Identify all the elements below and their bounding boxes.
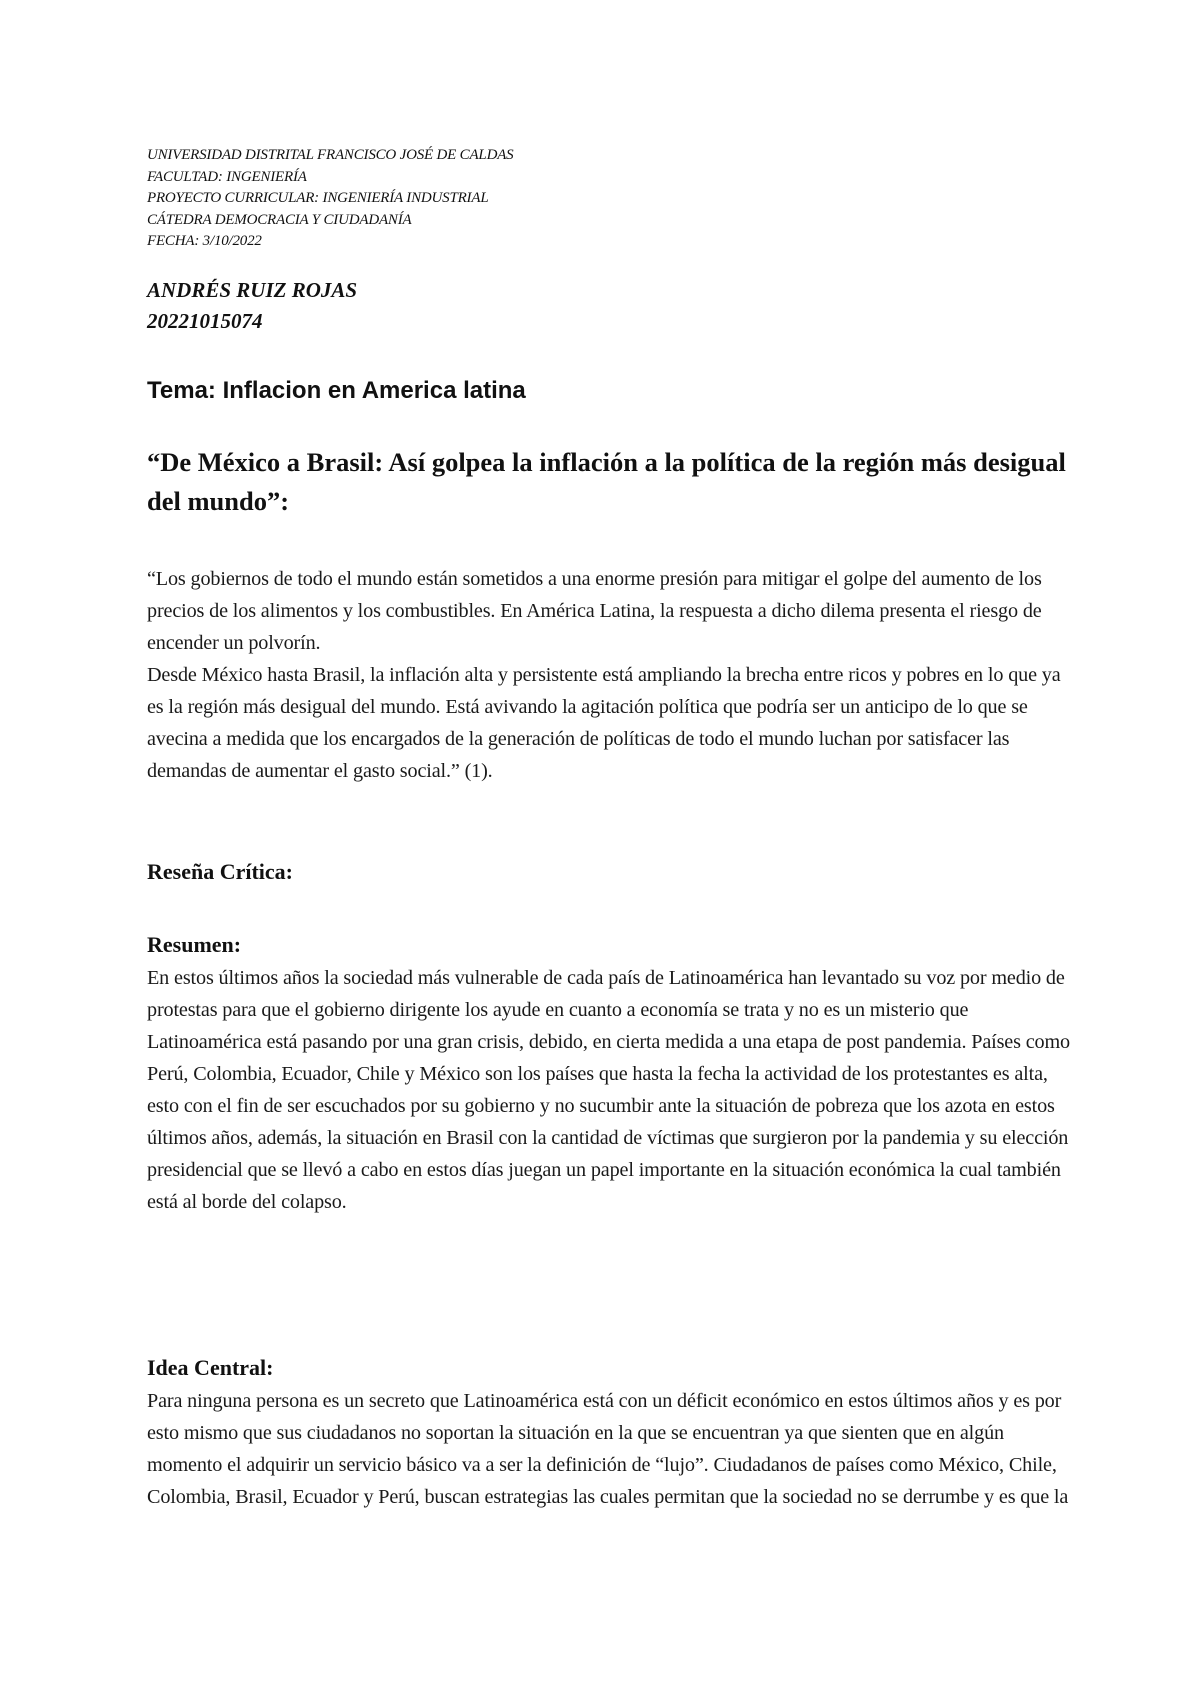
institution-header: [147, 145, 513, 253]
course-line: CÁTEDRA DEMOCRACIA Y CIUDADANÍA: [147, 211, 412, 228]
review-heading: Reseña Crítica:: [147, 859, 294, 884]
author-block: [147, 275, 357, 337]
summary-paragraph: En estos últimos años la sociedad más vulnerable de cada país de Latinoamérica han levantado su voz por medio de protestas para que el gobierno dirigente los ayude en cuanto a economía se trata y no es un misterio que Latinoamérica está pasando por una gran crisis, debido, en cierta medida a una etapa de post pandemia. Países como Perú, Colombia, Ecuador, Chile y México son los países que hasta la fecha la actividad de los protestantes es alta, esto con el fin de ser escuchados por su gobierno y no sucumbir ante la situación de pobreza que los azota en estos últimos años, además, la situación en Brasil con la cantidad de víctimas que surgieron por la pandemia y su elección presidencial que se llevó a cabo en estos días juegan un papel importante en la situación económica la cual también está al borde del colapso.: [147, 967, 1070, 1213]
article-headline: “De México a Brasil: Así golpea la inflación a la política de la región más desigual del mundo”:: [147, 447, 1066, 516]
topic-title: Tema: Inflacion en America latina: [147, 377, 526, 404]
author-name: ANDRÉS RUIZ ROJAS: [147, 278, 358, 302]
student-code: 20221015074: [147, 309, 263, 333]
quote-paragraph-1: “Los gobiernos de todo el mundo están sometidos a una enorme presión para mitigar el golpe del aumento de los precios de los alimentos y los combustibles. En América Latina, la respuesta a dicho dilema presenta el riesgo de encender un polvorín.: [147, 568, 1042, 654]
central-idea-paragraph: Para ninguna persona es un secreto que Latinoamérica está con un déficit económico en estos últimos años y es por esto mismo que sus ciudadanos no soportan la situación en la que se encuentran ya que sienten que en algún momento el adquirir un servicio básico va a ser la definición de “lujo”. Ciudadanos de países como México, Chile, Colombia, Brasil, Ecuador y Perú, buscan estrategias las cuales permitan que la sociedad no se derrumbe y es que la: [147, 1390, 1069, 1508]
central-idea-heading: Idea Central:: [147, 1355, 274, 1380]
faculty-line: FACULTAD: INGENIERÍA: [147, 168, 307, 185]
quoted-excerpt: [147, 563, 1072, 787]
quote-paragraph-2: Desde México hasta Brasil, la inflación alta y persistente está ampliando la brecha entre ricos y pobres en lo que ya es la región más desigual del mundo. Está avivando la agitación política que podría ser un anticipo de lo que se avecina a medida que los encargados de la generación de políticas de todo el mundo luchan por satisfacer las demandas de aumentar el gasto social.” (1).: [147, 664, 1061, 782]
summary-heading: Resumen:: [147, 932, 242, 957]
date-line: FECHA: 3/10/2022: [147, 233, 262, 249]
university-name: UNIVERSIDAD DISTRITAL FRANCISCO JOSÉ DE CALDAS: [147, 147, 514, 163]
program-line: PROYECTO CURRICULAR: INGENIERÍA INDUSTRIAL: [147, 190, 489, 206]
